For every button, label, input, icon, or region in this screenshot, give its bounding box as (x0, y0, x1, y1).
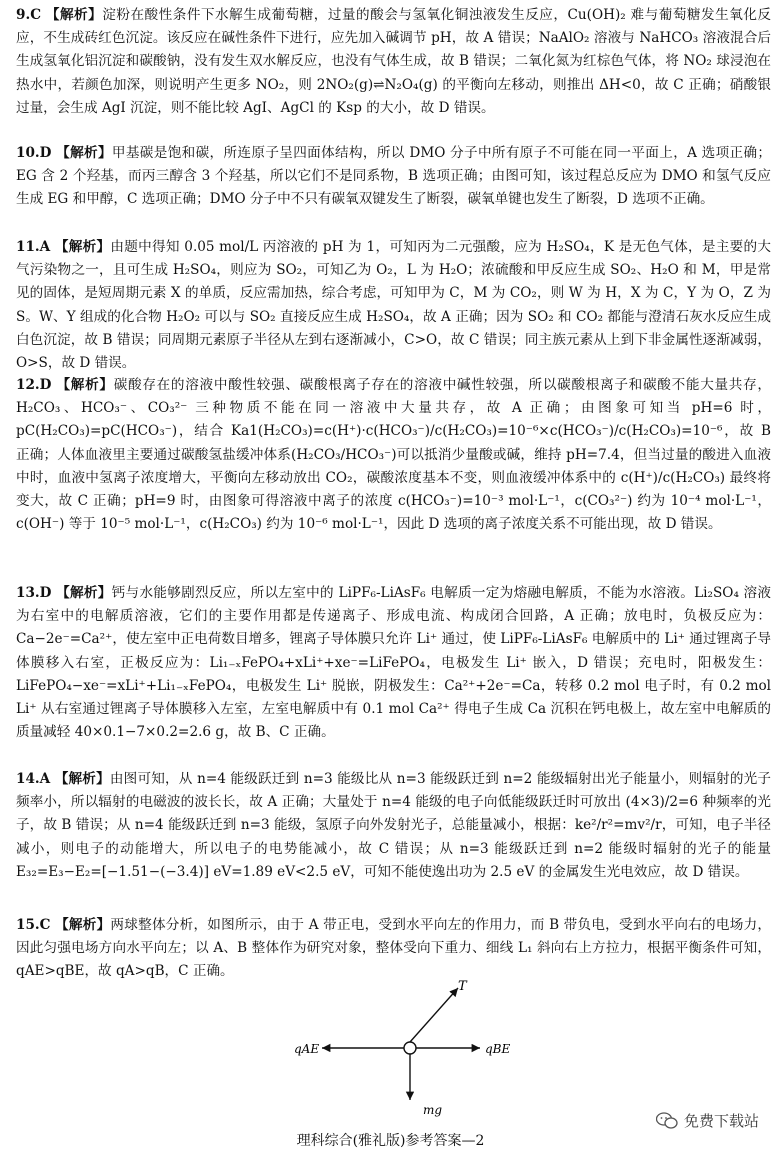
ball-node (404, 1042, 416, 1054)
item-text: 钙与水能够剧烈反应，所以左室中的 LiPF₆-LiAsF₆ 电解质一定为熔融电解质，不能为水溶液。Li₂SO₄ 溶液为右室中的电解质溶液，它们的主要作用都是传递离子、形成电流、构成闭合回路，A 正确；放电时，负极反应为：Ca−2e⁻=Ca²⁺，使左室中正电荷数目增多，锂离子导体膜只允许 Li⁺ 通过，使 LiPF₆-LiAsF₆ 电解质中的 Li⁺ 通过锂离子导体膜移入右室，正极反应为：Li₁₋ₓFePO₄+xLi⁺+xe⁻=LiFePO₄，电极发生 Li⁺ 嵌入，D 错误；充电时，阳极发生：LiFePO₄−xe⁻=xLi⁺+Li₁₋ₓFePO₄，电极发生 Li⁺ 脱嵌，阴极发生：Ca²⁺+2e⁻=Ca，转移 0.2 mol 电子时，有 0.2 mol Li⁺ 从右室通过锂离子导体膜移入左室，左室电解质中有 0.1 mol Ca²⁺ 得电子生成 Ca 沉积在钙电极上，故左室中电解质的质量减轻 40×0.1−7×0.2=2.6 g，故 B、C 正确。 (16, 585, 771, 741)
item-answer: C (39, 917, 51, 933)
item-answer: D (39, 585, 52, 601)
item-answer: A (39, 239, 51, 255)
item-answer: D (39, 377, 52, 393)
answer-item-14 (16, 768, 771, 884)
answer-item-15 (16, 914, 771, 984)
item-number: 9. (16, 7, 31, 23)
item-text: 淀粉在酸性条件下水解生成葡萄糖，过量的酸会与氢氧化铜浊液发生反应，Cu(OH)₂ 难与葡萄糖发生氧化反应，不生成砖红色沉淀。该反应在碱性条件下进行，应先加入碱调节 pH，故 A 错误；NaAlO₂ 溶液与 NaHCO₃ 溶液混合后生成氢氧化铝沉淀和碳酸钠，没有发生双水解反应，也没有气体生成，故 B 错误；二氧化氮为红棕色气体，将 NO₂ 球浸泡在热水中，若颜色加深，则说明产生更多 NO₂，则 2NO₂(g)⇌N₂O₄(g) 的平衡向左移动，则推出 ΔH<0，故 C 正确；硝酸银过量，会生成 AgI 沉淀，则不能比较 AgI、AgCl 的 Ksp 的大小，故 D 错误。 (16, 7, 772, 116)
answer-item-9 (16, 4, 771, 120)
label-qAE: qAE (294, 1042, 320, 1056)
answer-item-12 (16, 374, 771, 536)
item-text: 两球整体分析，如图所示，由于 A 带正电，受到水平向左的作用力，而 B 带负电，受到水平向右的电场力，因此匀强电场方向水平向左；以 A、B 整体作为研究对象，整体受向下重力、细线 L₁ 斜向右上方拉力，根据平衡条件可知，qAE>qBE，故 qA>qB，C 正确。 (16, 917, 772, 980)
answer-item-10 (16, 142, 771, 212)
item-tag: 【解析】 (56, 377, 114, 393)
item-number: 14. (16, 771, 40, 787)
item-text: 由题中得知 0.05 mol/L 丙溶液的 pH 为 1，可知丙为二元强酸，应为 H₂SO₄，K 是无色气体，是主要的大气污染物之一，且可生成 H₂SO₄，则应为 SO₂，可知乙为 O₂，L 为 H₂O；浓硫酸和甲反应生成 SO₂、H₂O 和 M，甲是常见的固体，是短周期元素 X 的单质，反应需加热，综合考虑，可知甲为 C，M 为 CO₂，则 W 为 H，X 为 C，Y 为 O，Z 为 S。W、Y 组成的化合物 H₂O₂ 可以与 SO₂ 直接反应生成 H₂SO₄，故 A 正确；因为 SO₂ 和 CO₂ 都能与澄清石灰水反应生成白色沉淀，故 B 错误；同周期元素原子半径从左到右逐渐减小，C>O，故 C 错误；同主族元素从上到下非金属性逐渐减弱，O>S，故 D 错误。 (16, 239, 772, 372)
item-tag: 【解析】 (56, 145, 112, 161)
item-answer: C (30, 7, 42, 23)
item-number: 12. (16, 377, 40, 393)
page-footer: 理科综合(雅礼版)参考答案—2 (296, 1133, 485, 1149)
item-tag: 【解析】 (45, 7, 103, 23)
force-diagram (280, 980, 540, 1120)
item-text: 甲基碳是饱和碳，所连原子呈四面体结构，所以 DMO 分子中所有原子不可能在同一平面上，A 选项正确；EG 含 2 个羟基，而丙三醇含 3 个羟基，所以它们不是同系物，B 选项正确；由图可知，该过程总反应为 DMO 和氢气反应生成 EG 和甲醇，C 选项正确；DMO 分子中不只有碳氧双键发生了断裂，碳氧单键也发生了断裂，D 选项不正确。 (16, 145, 771, 208)
wechat-icon (656, 1112, 678, 1130)
item-answer: A (39, 771, 51, 787)
label-qBE: qBE (485, 1042, 511, 1056)
watermark (656, 1110, 759, 1131)
item-answer: D (39, 145, 52, 161)
item-text: 碳酸存在的溶液中酸性较强、碳酸根离子存在的溶液中碱性较强，所以碳酸根离子和碳酸不能大量共存，H₂CO₃、HCO₃⁻、CO₃²⁻ 三种物质不能在同一溶液中大量共存，故 A 正确；由图象可知当 pH=6 时，pC(H₂CO₃)=pC(HCO₃⁻)，结合 Ka1(H₂CO₃)=c(H⁺)·c(HCO₃⁻)/c(H₂CO₃)=10⁻⁶×c(HCO₃⁻)/c(H₂CO₃)=10⁻⁶，故 B 正确；人体血液里主要通过碳酸氢盐缓冲体系(H₂CO₃/HCO₃⁻)可以抵消少量酸或碱，维持 pH=7.4，但当过量的酸进入血液中时，血液中氢离子浓度增大，平衡向左移动放出 CO₂，碳酸浓度基本不变，则血液缓冲体系中的 c(H⁺)/c(H₂CO₃) 最终将变大，故 C 正确；pH=9 时，由图象可得溶液中离子的浓度 c(HCO₃⁻)=10⁻³ mol·L⁻¹，c(CO₃²⁻) 约为 10⁻⁴ mol·L⁻¹，c(OH⁻) 等于 10⁻⁵ mol·L⁻¹，c(H₂CO₃) 约为 10⁻⁶ mol·L⁻¹，因此 D 选项的离子浓度关系不可能出现，故 D 错误。 (16, 377, 772, 533)
item-number: 11. (16, 239, 40, 255)
answer-item-11 (16, 236, 771, 375)
watermark-text: 免费下载站 (683, 1112, 759, 1130)
item-number: 13. (16, 585, 40, 601)
label-mg: mg (423, 1103, 443, 1117)
item-text: 由图可知，从 n=4 能级跃迁到 n=3 能级比从 n=3 能级跃迁到 n=2 能级辐射出光子能量小，则辐射的光子频率小，所以辐射的电磁波的波长长，故 A 正确；大量处于 n=4 能级的电子向低能级跃迁时可放出 (4×3)/2=6 种频率的光子，故 B 错误；从 n=4 能级跃迁到 n=3 能级，氢原子向外发射光子，总能量减小，根据：ke²/r²=mv²/r，可知，电子半径减小，则电子的动能增大，所以电子的电势能减小，故 C 错误；从 n=3 能级跃迁到 n=2 能级时辐射的光子的能量 E₃₂=E₃−E₂=[−1.51−(−3.4)] eV=1.89 eV<2.5 eV，可知不能使逸出功为 2.5 eV 的金属发生光电效应，故 D 错误。 (16, 771, 771, 880)
item-tag: 【解析】 (55, 917, 111, 933)
item-tag: 【解析】 (56, 585, 112, 601)
item-number: 15. (16, 917, 40, 933)
label-tension: T (458, 980, 467, 994)
item-tag: 【解析】 (54, 239, 111, 255)
tension-arrow (410, 988, 458, 1042)
answer-item-13 (16, 582, 771, 744)
item-number: 10. (16, 145, 40, 161)
item-tag: 【解析】 (54, 771, 110, 787)
